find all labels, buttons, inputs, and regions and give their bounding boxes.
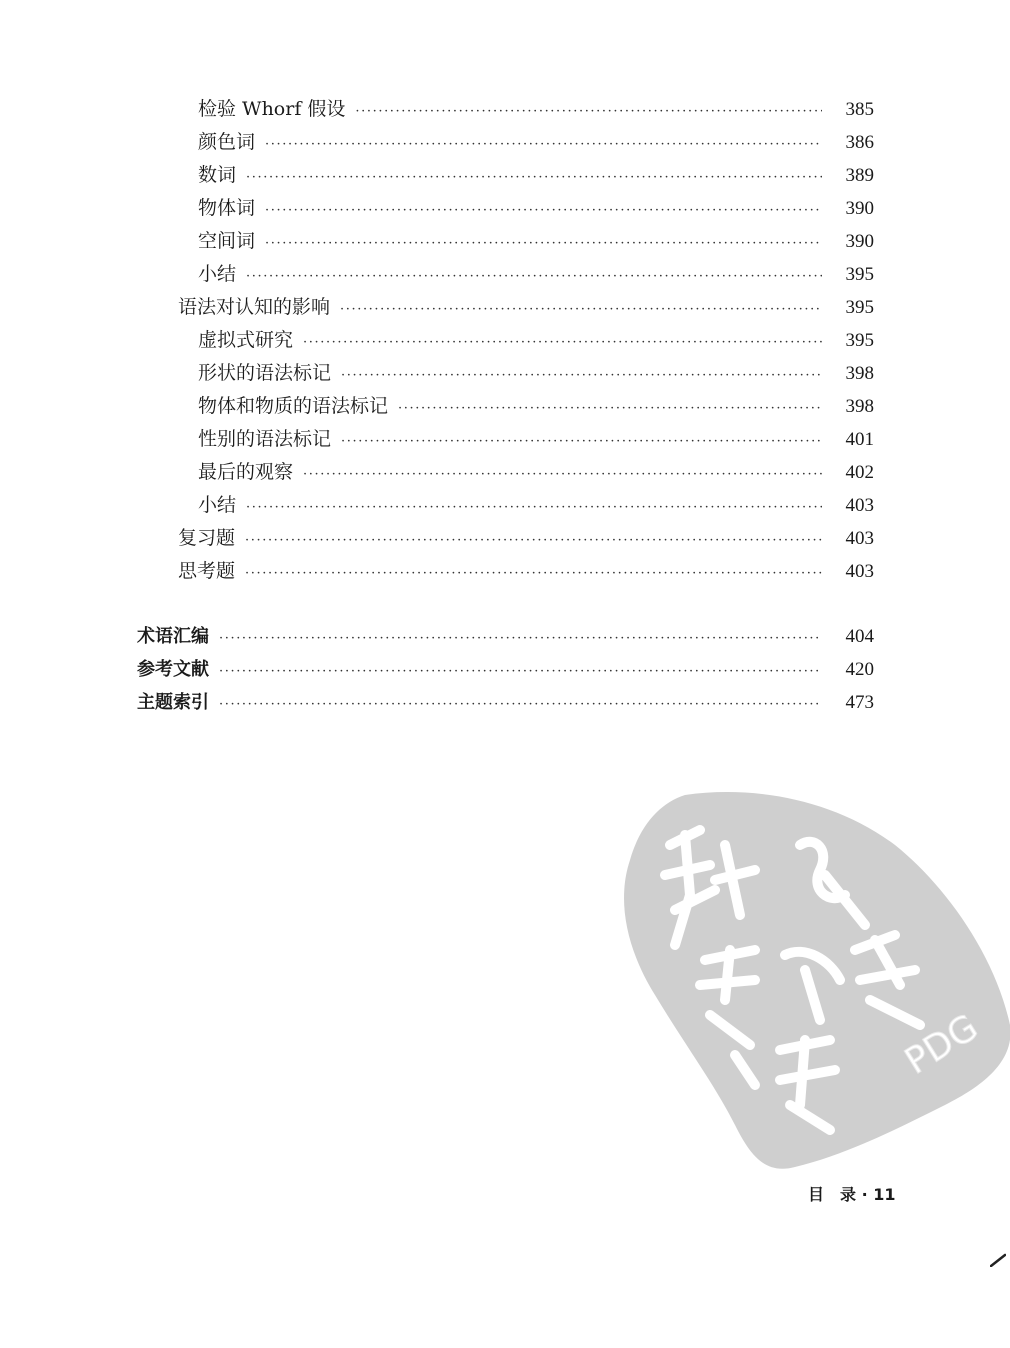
toc-entry-label: 术语汇编 [137,626,209,647]
toc-entry-label: 复习题 [178,527,236,549]
toc-entry[interactable] [198,159,874,192]
toc-entry-page: 389 [845,165,874,186]
dot-leader [341,359,822,392]
toc-entry-label: 空间词 [198,230,256,252]
toc-entry[interactable] [198,357,874,390]
toc-entry[interactable] [198,456,874,489]
pen-mark-icon [990,1253,1006,1267]
seal-stamp-watermark [615,785,1010,1175]
dot-leader [355,95,822,128]
toc-entry[interactable] [198,390,874,423]
toc-entry-label: 虚拟式研究 [198,329,294,351]
toc-entry[interactable] [198,93,874,126]
toc-entry[interactable] [178,555,874,588]
toc-entry-label: 数词 [198,164,237,186]
toc-entry-label: 物体词 [198,197,256,219]
toc-entry-page: 395 [845,264,874,285]
toc-entry-page: 395 [845,297,874,318]
dot-leader [265,194,822,227]
dot-leader [265,128,822,161]
toc-entry-page: 386 [845,132,874,153]
dot-leader [245,557,822,590]
dot-leader [219,622,822,655]
toc-entry-page: 404 [845,626,874,647]
dot-leader [246,161,822,194]
toc-entry-page: 395 [845,330,874,351]
toc-entry-label: 小结 [198,263,237,285]
toc-entry-page: 398 [845,396,874,417]
toc-entry-label: 小结 [198,494,237,516]
toc-entry-page: 401 [845,429,874,450]
toc-entry-label: 主题索引 [137,692,209,713]
toc-entry[interactable] [198,192,874,225]
stamp-text: PDG [898,1006,986,1083]
toc-backmatter-entry[interactable] [137,686,874,719]
toc-entry-label: 语法对认知的影响 [178,296,331,318]
dot-leader [340,293,822,326]
toc-backmatter-entry[interactable] [137,653,874,686]
page-footer: 目 录 · 11 [808,1185,896,1204]
toc-entry-page: 403 [845,528,874,549]
toc-entry-page: 420 [845,659,874,680]
toc-entry[interactable] [198,489,874,522]
toc-entry-label: 颜色词 [198,131,256,153]
toc-entry-page: 390 [845,231,874,252]
toc-entry[interactable] [198,225,874,258]
toc-entry[interactable] [178,291,874,324]
toc-entry-page: 403 [845,561,874,582]
dot-leader [398,392,822,425]
toc-entry-page: 390 [845,198,874,219]
dot-leader [246,260,822,293]
dot-leader [245,524,822,557]
dot-leader [303,326,822,359]
toc-entry-page: 402 [845,462,874,483]
toc-entry-label: 性别的语法标记 [198,428,332,450]
dot-leader [303,458,822,491]
dot-leader [341,425,822,458]
toc-entry-page: 473 [845,692,874,713]
toc-entry-page: 398 [845,363,874,384]
dot-leader [219,655,822,688]
toc-entry-label: 物体和物质的语法标记 [198,395,389,417]
toc-entry-label: 最后的观察 [198,461,294,483]
toc-entry[interactable] [198,126,874,159]
dot-leader [246,491,822,524]
toc-backmatter-entry[interactable] [137,620,874,653]
toc-entry-label: 形状的语法标记 [198,362,332,384]
toc-entry-label: 检验 Whorf 假设 [198,98,346,120]
toc-entry[interactable] [198,258,874,291]
toc-entry[interactable] [178,522,874,555]
toc-entry-page: 385 [845,99,874,120]
toc-entry-page: 403 [845,495,874,516]
toc-entry[interactable] [198,423,874,456]
dot-leader [265,227,822,260]
toc-entry-label: 思考题 [178,560,236,582]
dot-leader [219,688,822,721]
toc-entry[interactable] [198,324,874,357]
toc-entry-label: 参考文献 [137,659,209,680]
